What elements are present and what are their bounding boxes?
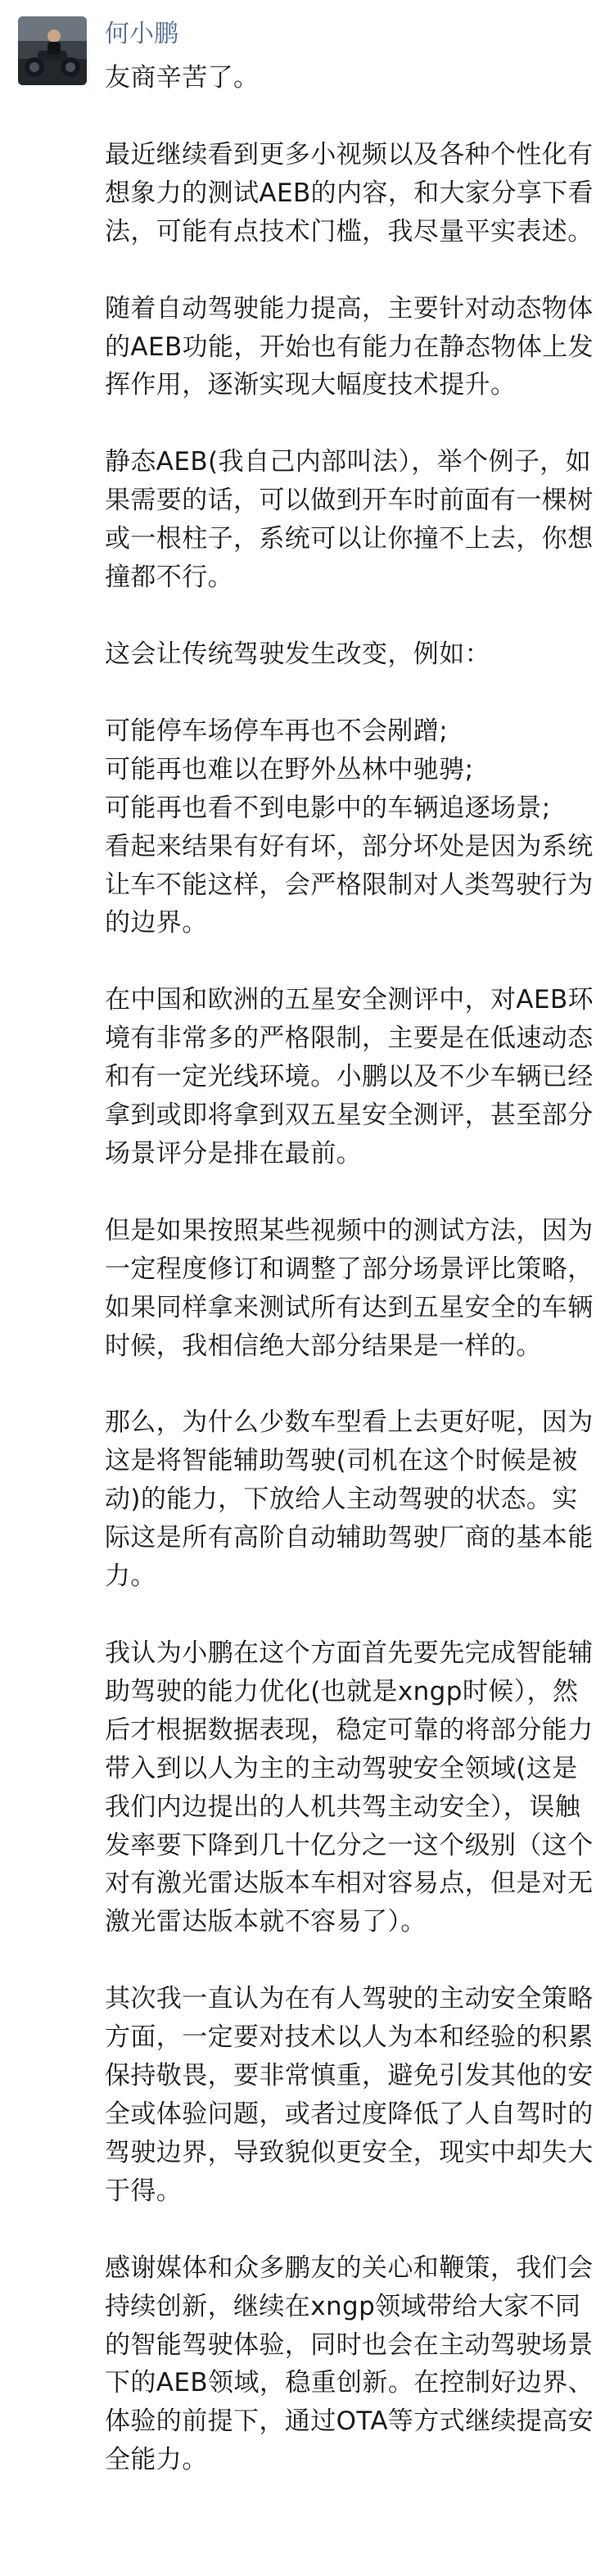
post-list-line: 可能停车场停车再也不会剐蹭;	[105, 716, 449, 746]
post-content	[105, 59, 596, 2518]
post-paragraph: 其次我一直认为在有人驾驶的主动安全策略方面，一定要对技术以人为本和经验的积累保持敬畏，要非常慎重，避免引发其他的安全或体验问题，或者过度降低了人自驾时的驾驶边界，导致貌似更安全，现实中却失大于得。	[105, 1984, 594, 2206]
author-name[interactable]: 何小鹏	[105, 20, 178, 48]
post-paragraph: 我认为小鹏在这个方面首先要先完成智能辅助驾驶的能力优化(也就是xngp时候），然后才根据数据表现，稳定可靠的将部分能力带入到以人为主的主动驾驶安全领域(这是我们内边提出的人机共驾主动安全），误触发率要下降到几十亿分之一这个级别（这个对有激光雷达版本车相对容易点，但是对无激光雷达版本就不容易了）。	[105, 1638, 594, 1937]
post-paragraph: 那么，为什么少数车型看上去更好呢，因为这是将智能辅助驾驶(司机在这个时候是被动)的能力，下放给人主动驾驶的状态。实际这是所有高阶自动辅助驾驶厂商的基本能力。	[105, 1408, 594, 1592]
post-list-line: 可能再也难以在野外丛林中驰骋;	[105, 754, 474, 784]
post-paragraph: 随着自动驾驶能力提高，主要针对动态物体的AEB功能，开始也有能力在静态物体上发挥作用，逐渐实现大幅度技术提升。	[105, 293, 594, 400]
post-paragraph: 但是如果按照某些视频中的测试方法，因为一定程度修订和调整了部分场景评比策略，如果同样拿来测试所有达到五星安全的车辆时候，我相信绝大部分结果是一样的。	[105, 1215, 594, 1361]
post-list-line: 看起来结果有好有坏，部分坏处是因为系统让车不能这样，会严格限制对人类驾驶行为的边界。	[105, 831, 594, 938]
post-paragraph: 最近继续看到更多小视频以及各种个性化有想象力的测试AEB的内容，和大家分享下看法，可能有点技术门槛，我尽量平实表述。	[105, 139, 594, 246]
post-paragraph: 友商辛苦了。	[105, 63, 260, 93]
post-paragraph: 感谢媒体和众多鹏友的关心和鞭策，我们会持续创新，继续在xngp领域带给大家不同的智能驾驶体验，同时也会在主动驾驶场景下的AEB领域，稳重创新。在控制好边界、体验的前提下，通过OTA等方式继续提高安全能力。	[105, 2253, 594, 2475]
post-paragraph: 静态AEB(我自己内部叫法），举个例子，如果需要的话，可以做到开车时前面有一棵树或一根柱子，系统可以让你撞不上去，你想撞都不行。	[105, 447, 594, 593]
user-avatar-photo-icon	[18, 16, 87, 85]
post-list-line: 可能再也看不到电影中的车辆追逐场景;	[105, 793, 551, 823]
post-paragraph: 这会让传统驾驶发生改变，例如：	[105, 639, 490, 669]
post-list	[105, 712, 596, 942]
post-paragraph: 在中国和欧洲的五星安全测评中，对AEB环境有非常多的严格限制，主要是在低速动态和有一定光线环境。小鹏以及不少车辆已经拿到或即将拿到双五星安全测评，甚至部分场景评分是排在最前。	[105, 985, 594, 1168]
author-avatar[interactable]	[18, 16, 87, 85]
